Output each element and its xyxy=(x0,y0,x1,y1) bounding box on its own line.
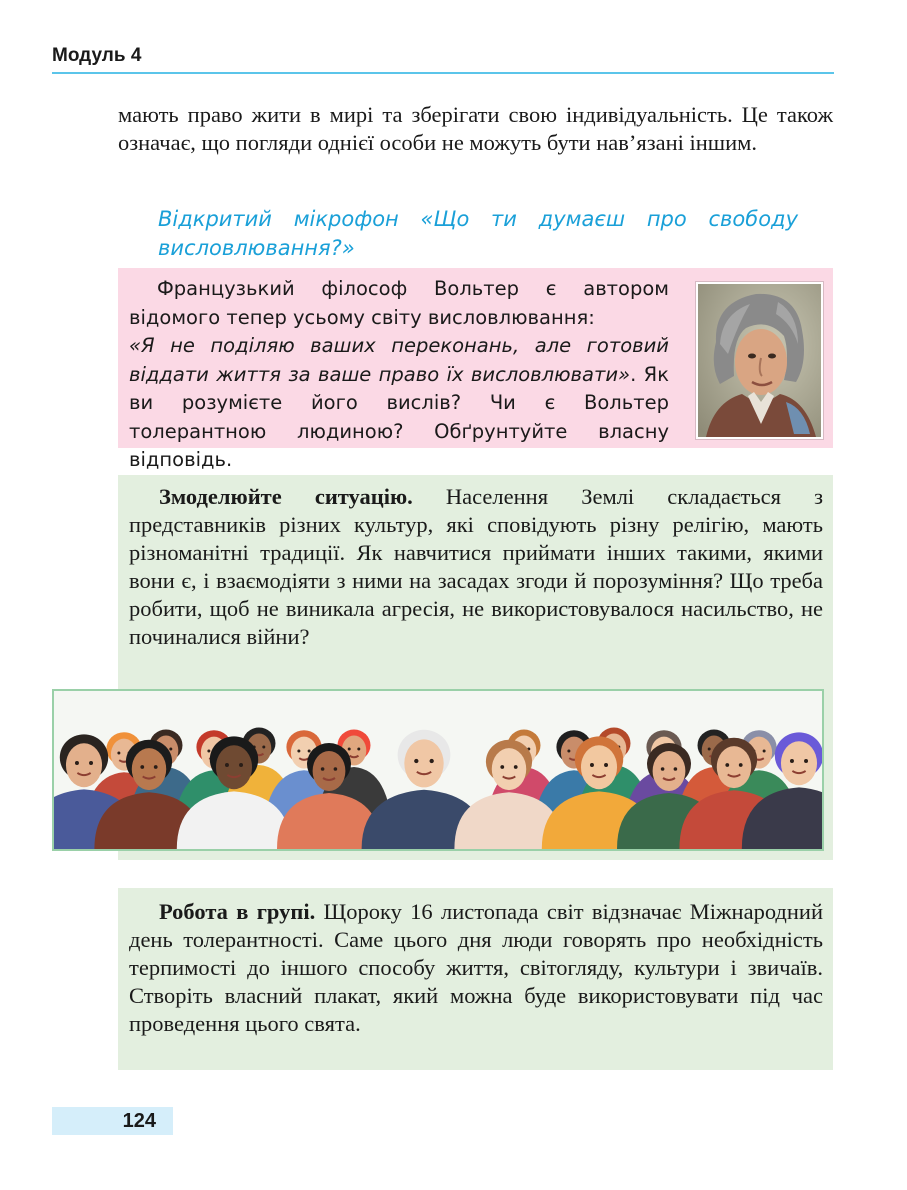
voltaire-question: . Як ви розумієте його вислів? Чи є Вольтер толерантною людиною? Обґрунтуйте власну відповідь. xyxy=(129,362,669,471)
page-header xyxy=(52,44,834,74)
voltaire-portrait-svg xyxy=(698,284,821,437)
page-number-band xyxy=(52,1107,173,1135)
voltaire-quote: «Я не поділяю ваших переконань, але готовий віддати життя за ваше право їх висловлювати» xyxy=(129,334,669,386)
group-work-title: Робота в групі. xyxy=(159,899,316,924)
voltaire-portrait-icon xyxy=(696,282,823,439)
module-title: Модуль 4 xyxy=(52,45,142,66)
group-work-text xyxy=(129,898,823,1038)
voltaire-text xyxy=(129,275,669,475)
voltaire-box xyxy=(118,268,833,471)
group-work-body: Щороку 16 листопада світ відзначає Міжнародний день толерантності. Саме цього дня люди говорять про необхідність терпимості до іншого способу життя, світогляду, культури і звичаїв. Створіть власний плакат, який можна буде використовувати під час проведення цього свята. xyxy=(129,899,823,1036)
intro-paragraph: мають право жити в мирі та зберігати свою індивідуальність. Це також означає, що погляди однієї особи не можуть бути нав’язані іншим. xyxy=(118,102,833,155)
group-work-box xyxy=(118,888,833,1070)
crowd-svg xyxy=(54,691,822,849)
open-mic-heading: Відкритий мікрофон «Що ти думаєш про свободу висловлювання?» xyxy=(158,207,798,260)
model-situation-text xyxy=(129,483,823,651)
model-situation-title: Змоделюйте ситуацію. xyxy=(159,484,413,509)
page-number: 124 xyxy=(122,1110,156,1132)
voltaire-lead: Французький філософ Вольтер є автором відомого тепер усьому світу висловлювання: xyxy=(129,277,669,329)
diverse-crowd-illustration-icon xyxy=(52,689,824,851)
model-situation-body: Населення Землі складається з представників різних культур, які сповідують різну релігію, мають різноманітні традиції. Як навчитися приймати інших такими, якими вони є, і взаємодіяти з ними на засадах згоди й порозуміння? Що треба робити, щоб не виникала агресія, не використовувалося насильство, не починалися війни? xyxy=(129,484,823,649)
